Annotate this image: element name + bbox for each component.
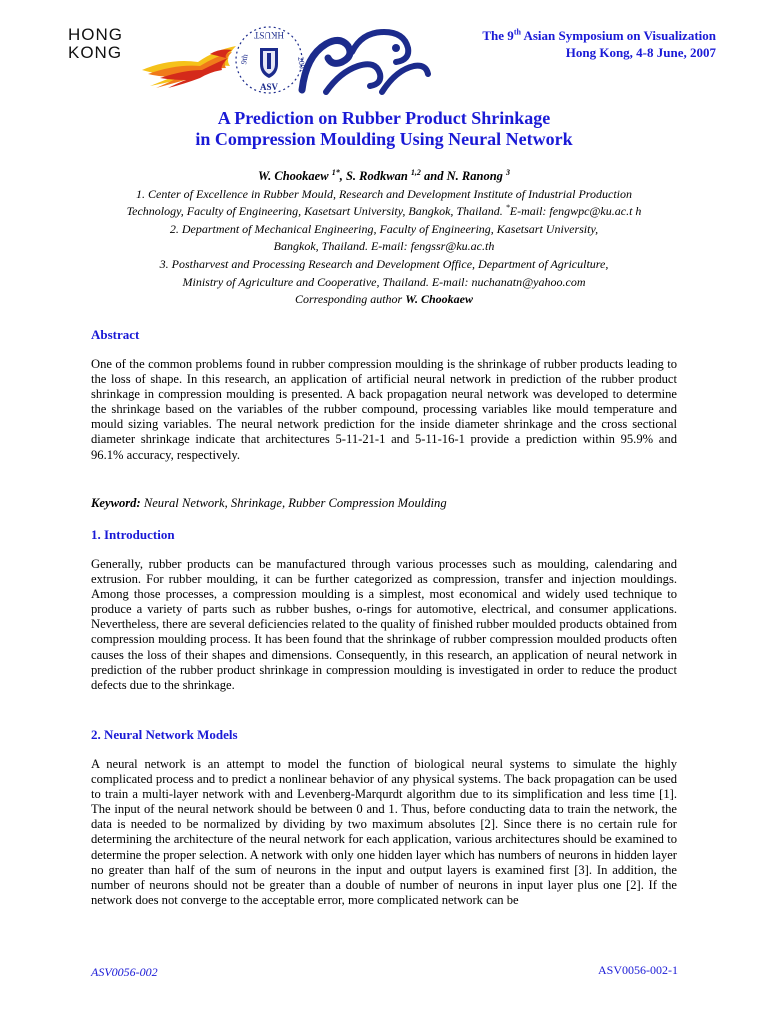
symposium-line-1: The 9th Asian Symposium on Visualization — [482, 27, 716, 43]
symposium-info — [482, 27, 716, 61]
affiliation-line: 1. Center of Excellence in Rubber Mould, Research and Development Institute of Industrial Production — [136, 186, 632, 201]
keyword-text: Neural Network, Shrinkage, Rubber Compression Moulding — [140, 496, 447, 510]
paper-title — [0, 108, 768, 150]
title-line-2: in Compression Moulding Using Neural Network — [195, 129, 573, 149]
authors-affiliations — [70, 168, 698, 291]
title-line-1: A Prediction on Rubber Product Shrinkage — [217, 108, 551, 128]
introduction-text: Generally, rubber products can be manufactured through various processes such as moulding, calendaring and extrusion. For rubber moulding, it can be further categorized as compression, transfer and injection mouldings. Among those processes, a compression moulding is a simplest, most economical and widely used technique to produce a variety of parts such as rubber bushes, o-rings for automotive, electrical, and consumer applications. Nevertheless, there are several deficiencies related to the quality of finished rubber moulded products obtained from compression moulding process. It has been found that the shrinkage of rubber compression moulded products often causes the loss of their shapes and dimensions. Consequently, in this research, an application of neural network in prediction of the rubber product shrinkage in compression moulding is investigated in order to reduce the product defects due to the shrinkage. — [91, 557, 677, 692]
asv-swirl-logo-icon — [296, 26, 432, 96]
abstract-text: One of the common problems found in rubber compression moulding is the shrinkage of rubber products leading to the loss of shape. In this research, an application of artificial neural network in prediction of the rubber product shrinkage in compression moulding is presented. A back propagation neural network was developed to determine the shrinkage based on the variables of the rubber compound, processing variables like mould temperature and mould sizing variables. The neural network prediction for the inside diameter shrinkage and the cross sectional diameter shrinkage indicate that architectures 5-11-21-1 and 5-11-16-1 provide a prediction within 95.9% and 96.1% accuracy, respectively. — [91, 357, 677, 462]
corresponding-author-name: W. Chookaew — [405, 292, 474, 306]
svg-text:ASV: ASV — [259, 82, 279, 92]
affiliation-line: Ministry of Agriculture and Cooperative, Thailand. E-mail: nuchanatn@yahoo.com — [182, 274, 586, 289]
affiliation-line: 3. Postharvest and Processing Research and Development Office, Department of Agriculture, — [159, 256, 609, 271]
logo-word-kong: KONG — [68, 43, 123, 62]
svg-text:2007: 2007 — [295, 56, 308, 74]
phoenix-flame-logo-icon — [140, 40, 240, 92]
corresponding-author: Corresponding author W. Chookaew — [294, 292, 474, 306]
keyword-line — [91, 496, 691, 511]
affiliation-line: Technology, Faculty of Engineering, Kasetsart University, Bangkok, Thailand. *E-mail: fengwpc@ku.ac.t h — [126, 203, 642, 219]
neural-network-models-text: A neural network is an attempt to model the function of biological neural systems to simulate the highly complicated process and to predict a nonlinear behavior of any physical systems. The back propagation can be used to train a multi-layer network with and Levenberg-Marqurdt algorithm due to its simplification and less time [1]. The input of the neural network should be between 0 and 1. Thus, before conducting data to train the network, the data is needed to be normalized by dividing by two maximum absolutes [2]. Since there is no certain rule for determining the architecture of the neural network for each application, various architectures should be examined to determine the proper selection. A network with only one hidden layer which has numbers of neurons in hidden layer no greater than half of the sum of neurons in the input and output layers is examined first [3]. In addition, the number of neurons should not be greater than a double of number of neurons in input layer plus one [2]. If the network does not converge to the acceptable error, more complicated network can be — [91, 757, 677, 907]
asv-hkust-seal-icon — [232, 24, 306, 96]
section-heading-neural-network-models: 2. Neural Network Models — [91, 727, 238, 742]
svg-text:HKUST: HKUST — [253, 30, 285, 40]
affiliation-line: Bangkok, Thailand. E-mail: fengssr@ku.ac.th — [273, 239, 495, 254]
hong-kong-logo-text — [68, 26, 144, 62]
affiliation-line: 2. Department of Mechanical Engineering, Faculty of Engineering, Kasetsart University, — [169, 221, 599, 236]
footer-paper-id: ASV0056-002 — [91, 965, 158, 979]
keyword-label: Keyword: — [91, 496, 141, 510]
section-heading-introduction: 1. Introduction — [91, 527, 175, 542]
author-list: W. Chookaew $^{1*}$, S. Rodkwan $^{1,2}$ and N. Ranong $^3$ — [257, 167, 511, 183]
symposium-line-2: Hong Kong, 4-8 June, 2007 — [565, 45, 716, 60]
footer-page-id: ASV0056-002-1 — [598, 963, 678, 977]
logo-word-hong: HONG — [68, 25, 123, 44]
svg-text:9th: 9th — [239, 53, 250, 66]
abstract-heading: Abstract — [91, 327, 140, 342]
